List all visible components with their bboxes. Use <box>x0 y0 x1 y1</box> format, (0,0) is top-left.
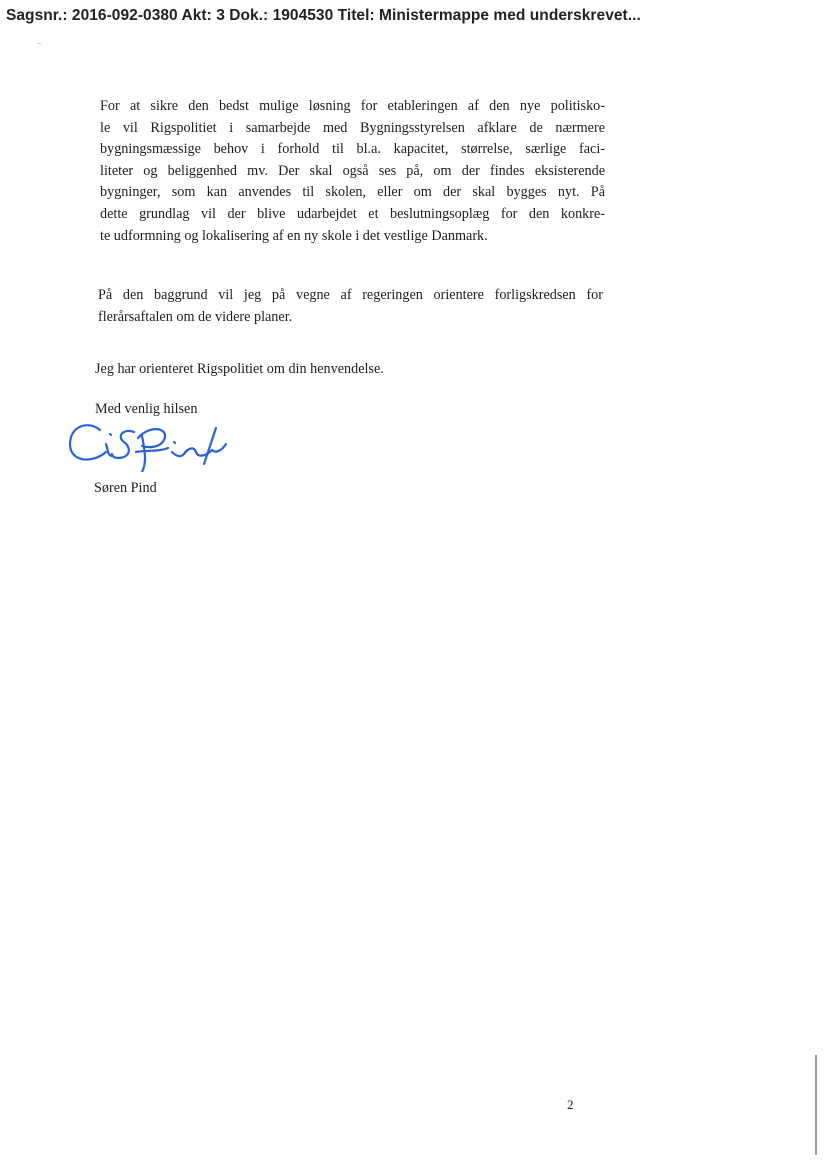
scan-artifact <box>38 43 41 44</box>
scan-edge-line <box>815 1055 817 1155</box>
document-header: Sagsnr.: 2016-092-0380 Akt: 3 Dok.: 1904530 Titel: Ministermappe med underskrevet... <box>6 7 641 24</box>
text-line: dette grundlag vil der blive udarbejdet et beslutningsoplæg for den konkre- <box>100 205 605 222</box>
text-line: bygninger, som kan anvendes til skolen, eller om der skal bygges nyt. På <box>100 184 605 201</box>
text-line: flerårsaftalen om de videre planer. <box>98 308 293 325</box>
paragraph-2 <box>98 285 603 328</box>
text-line: For at sikre den bedst mulige løsning for etableringen af den nye politisko- <box>100 98 605 114</box>
signer-name: Søren Pind <box>94 480 157 496</box>
page-number: 2 <box>567 1097 574 1112</box>
text-line: liteter og beliggenhed mv. Der skal også ses på, om der findes eksisterende <box>100 162 605 179</box>
text-line: le vil Rigspolitiet i samarbejde med Bygningsstyrelsen afklare de nærmere <box>100 119 605 136</box>
text-line: te udformning og lokalisering af en ny skole i det vestlige Danmark. <box>100 227 488 244</box>
handwritten-signature <box>66 416 236 472</box>
closing-greeting: Med venlig hilsen <box>95 401 198 417</box>
paragraph-3 <box>95 359 600 381</box>
text-line: bygningsmæssige behov i forhold til bl.a. kapacitet, størrelse, særlige faci- <box>100 141 605 158</box>
paragraph-1 <box>100 96 605 247</box>
text-line: Jeg har orienteret Rigspolitiet om din henvendelse. <box>95 361 384 377</box>
text-line: På den baggrund vil jeg på vegne af regeringen orientere forligskredsen for <box>98 287 603 303</box>
